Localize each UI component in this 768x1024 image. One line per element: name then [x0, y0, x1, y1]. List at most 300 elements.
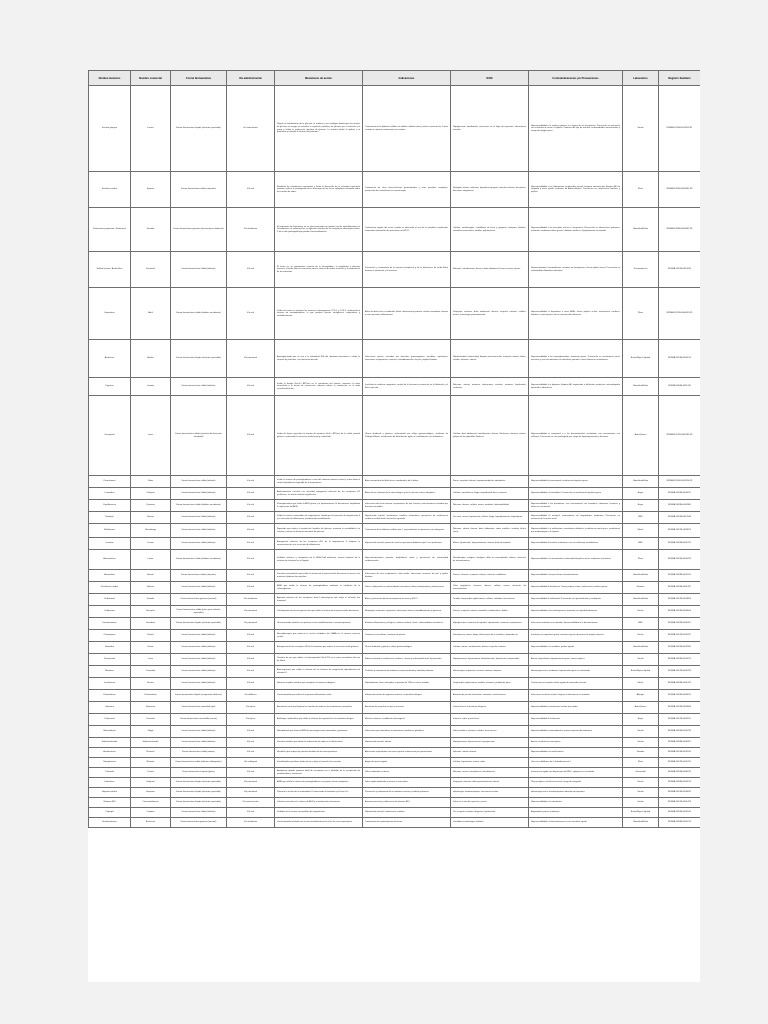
table-row	[89, 378, 701, 396]
cell-indications: Tratamiento regular del asma cuando es adecuado el uso de un producto combinado; tratamiento sintomático de pacientes con EPOC.	[363, 208, 451, 252]
cell-laboratory: Bayer	[623, 500, 659, 512]
cell-generic-name: Enalapril	[89, 512, 131, 524]
cell-mechanism: Inhibidor selectivo y competitivo de la HMG-CoA reductasa, enzima limitante de la síntesis de colesterol en el hígado.	[275, 550, 363, 570]
cell-brand-name: Clarityne	[131, 488, 171, 500]
cell-contraindications: Hipersensibilidad a la beclometasona; crisis asmática aguda.	[529, 818, 623, 828]
cell-generic-name: Insulina glargina	[89, 86, 131, 172]
cell-adverse-reactions: Náuseas, vómito, diarrea.	[451, 748, 529, 758]
cell-sanitary-registry: INVIMA 2018M-0003369	[659, 500, 701, 512]
cell-dosage-form: Forma farmacéutica sólida (cápsulas)	[171, 172, 227, 208]
cell-adverse-reactions: Candidiasis orofaríngea, disfonía.	[451, 818, 529, 828]
cell-sanitary-registry: INVIMA 2018M-0004587-R1	[659, 208, 701, 252]
cell-adverse-reactions: Cefalea, somnolencia, fatiga, sequedad de boca, náuseas.	[451, 488, 529, 500]
cell-brand-name: Cozaar	[131, 538, 171, 550]
cell-mechanism: Antagonista de los receptores H2 de la histamina que reduce la secreción ácida gástrica.	[275, 642, 363, 654]
cell-dosage-form: Forma farmacéutica líquida (solución inyectable)	[171, 798, 227, 808]
cell-contraindications: Hipersensibilidad al ibuprofeno u otros AINE; úlcera péptica activa; insuficiencia cardíaca, hepática o renal graves; tercer trimestre del embarazo.	[529, 288, 623, 340]
cell-dosage-form: Forma farmacéutica sólida (tabletas)	[171, 666, 227, 678]
cell-contraindications: Hemorragia activa; trombocitopenia inducida por heparina.	[529, 788, 623, 798]
cell-route: Vía inhalatoria	[227, 594, 275, 606]
cell-sanitary-registry: INVIMA 2019M-0011452-R1	[659, 86, 701, 172]
cell-dosage-form: Forma farmacéutica sólida (tabletas)	[171, 524, 227, 538]
cell-laboratory: Merck	[623, 678, 659, 690]
cell-sanitary-registry: INVIMA 2016M-0008745	[659, 768, 701, 778]
cell-route: Vía parenteral	[227, 778, 275, 788]
cell-sanitary-registry: INVIMA 2016M-0001782	[659, 582, 701, 594]
cell-mechanism: Inhibe la bomba Na+/K+ ATPasa en la membrana del miocito, aumenta el calcio intracelular y la fuerza de contracción; además reduce la conducción en el nodo auriculoventricular.	[275, 378, 363, 396]
cell-generic-name: Ciprofloxacino	[89, 500, 131, 512]
cell-dosage-form: Forma farmacéutica sólida (cápsulas de liberación retardada)	[171, 396, 227, 476]
cell-brand-name: Dolex	[131, 476, 171, 488]
cell-sanitary-registry: INVIMA 2016M-0002831-R2	[659, 172, 701, 208]
cell-laboratory: Bristol-Myers Squibb	[623, 808, 659, 818]
cell-laboratory: Genfar	[623, 798, 659, 808]
cell-laboratory: Tecnoquímicas	[623, 252, 659, 288]
cell-generic-name: Hidroclorotiazida	[89, 738, 131, 748]
cell-adverse-reactions: Dispepsia, náuseas, dolor abdominal, diarrea, erupción cutánea, cefalea, mareo, hemorragia gastrointestinal.	[451, 288, 529, 340]
cell-dosage-form: Forma farmacéutica sólida (tabletas)	[171, 654, 227, 666]
table-row	[89, 654, 701, 666]
table-row	[89, 396, 701, 476]
cell-adverse-reactions: Náuseas, estreñimiento, diarrea, dolor abdominal, heces oscuras, pirosis.	[451, 252, 529, 288]
cell-generic-name: Fenitoína sódica	[89, 172, 131, 208]
cell-sanitary-registry: INVIMA 2017M-0009874	[659, 524, 701, 538]
cell-adverse-reactions: Náuseas, vómito, anorexia, alteraciones visuales, arritmias, bradicardia, confusión.	[451, 378, 529, 396]
table-row	[89, 86, 701, 172]
cell-indications: Alivio de los síntomas de la rinitis alérgica y de la urticaria crónica idiopática.	[363, 488, 451, 500]
cell-generic-name: Omeprazol	[89, 396, 131, 476]
cell-contraindications: Uso con inhibidores de la fosfodiesterasa 5.	[529, 758, 623, 768]
table-row	[89, 524, 701, 538]
cell-mechanism: Mucolítico que rompe los puentes disulfuro de las mucoproteínas.	[275, 748, 363, 758]
cell-generic-name: Metronidazol	[89, 726, 131, 738]
cell-indications: Hipertensión arterial; protección renal en pacientes diabéticos tipo 2 con proteinuria.	[363, 538, 451, 550]
cell-route: Vía oral	[227, 768, 275, 778]
cell-indications: Prevención y tratamiento de la trombosis venosa y embolia pulmonar.	[363, 788, 451, 798]
cell-route: Vía oral	[227, 252, 275, 288]
cell-adverse-reactions: Nasofaringitis, mialgias, artralgias, dolor en extremidades, diarrea, elevación de transaminasas.	[451, 550, 529, 570]
cell-sanitary-registry: INVIMA 2017M-0002478	[659, 666, 701, 678]
cell-sanitary-registry: INVIMA 2015M-0012548	[659, 512, 701, 524]
cell-route: Vía oral	[227, 378, 275, 396]
table-row	[89, 768, 701, 778]
cell-brand-name: Tramal	[131, 768, 171, 778]
cell-route: Vía inhalatoria	[227, 818, 275, 828]
cell-indications: Alivio del dolor leve a moderado, fiebre, dismenorrea primaria, artritis reumatoide, artrosis y otros procesos inflamatorios.	[363, 288, 451, 340]
table-row	[89, 666, 701, 678]
cell-generic-name: Loratadina	[89, 488, 131, 500]
column-header-generic-name: Nombre Genérico	[89, 71, 131, 86]
cell-generic-name: Furosemida	[89, 654, 131, 666]
cell-contraindications: Hipersensibilidad a la atorvastatina; enfermedad hepática activa; embarazo y lactancia.	[529, 550, 623, 570]
cell-dosage-form: Forma farmacéutica sólida (tabletas)	[171, 642, 227, 654]
cell-mechanism: AINE que inhibe la síntesis de prostaglandinas con potente efecto analgésico.	[275, 778, 363, 788]
cell-laboratory: Sanofi	[623, 654, 659, 666]
table-row	[89, 798, 701, 808]
column-header-indications: Indicaciones	[363, 71, 451, 86]
table-row	[89, 550, 701, 570]
cell-sanitary-registry: INVIMA 2016M-0005478	[659, 726, 701, 738]
cell-route: Vía oral	[227, 748, 275, 758]
cell-contraindications: Hipersensibilidad a la metformina; cetoacidosis diabética; insuficiencia renal grave; condiciones que predispongan a la hipoxia.	[529, 524, 623, 538]
cell-adverse-reactions: Náuseas, vómito, diarrea, dolor abdominal, sabor metálico, acidosis láctica (rara).	[451, 524, 529, 538]
cell-indications: Tratamiento de la diabetes mellitus tipo 2, especialmente en pacientes con sobrepeso.	[363, 524, 451, 538]
cell-sanitary-registry: INVIMA 2018M-0003214	[659, 778, 701, 788]
cell-generic-name: Paracetamol	[89, 476, 131, 488]
cell-indications: Infecciones graves causadas por bacterias gramnegativas sensibles: septicemia, infecciones respiratorias, urinarias, intraabdominales, de piel y tejidos blandos.	[363, 340, 451, 378]
cell-brand-name: Eutirox	[131, 678, 171, 690]
cell-contraindications: Hipersensibilidad a las cefalosporinas; neonatos con hiperbilirrubinemia.	[529, 606, 623, 618]
medication-table	[88, 70, 700, 828]
cell-generic-name: Lidocaína	[89, 702, 131, 714]
table-row	[89, 340, 701, 378]
cell-laboratory: MSD	[623, 512, 659, 524]
cell-brand-name: Cianocobalamina	[131, 798, 171, 808]
cell-brand-name: Amikin	[131, 340, 171, 378]
cell-mechanism: Biguanida que reduce la producción hepática de glucosa, aumenta la sensibilidad a la insulina y retrasa la absorción intestinal de glucosa.	[275, 524, 363, 538]
cell-sanitary-registry: INVIMA 2017M-0005247	[659, 630, 701, 642]
cell-laboratory: Roche	[623, 630, 659, 642]
cell-adverse-reactions: Cefalea, nasofaringitis, candidiasis de boca y garganta, ronquera, disfonía, calambres musculares, temblor, palpitaciones.	[451, 208, 529, 252]
cell-brand-name: Prednisolona	[131, 690, 171, 702]
cell-indications: Prevención y tratamiento de la anemia ferropénica y de la deficiencia de ácido fólico durante el embarazo y la lactancia.	[363, 252, 451, 288]
cell-indications: Profilaxis y tratamiento de trombosis venosa profunda y embolia pulmonar.	[363, 666, 451, 678]
cell-route: Vía parenteral	[227, 340, 275, 378]
cell-contraindications: Hipersensibilidad a las penicilinas o betalactámicos.	[529, 570, 623, 582]
cell-indications: Angina de pecho aguda.	[363, 758, 451, 768]
cell-mechanism: Anticoagulante que inhibe la síntesis de los factores de coagulación dependientes de vitamina K.	[275, 666, 363, 678]
cell-contraindications: Hipersensibilidad a la acetilcisteína.	[529, 748, 623, 758]
cell-sanitary-registry: INVIMA 2016M-0011249	[659, 378, 701, 396]
cell-mechanism: Penicilina semisintética que inhibe la síntesis de la pared celular bacteriana al unirse a las proteínas fijadoras de penicilina.	[275, 570, 363, 582]
cell-brand-name: Dolgenal	[131, 778, 171, 788]
cell-dosage-form: Forma farmacéutica sólida (tabletas)	[171, 512, 227, 524]
cell-contraindications: Hemocromatosis, hemosiderosis, anemias no ferropénicas, úlcera péptica activa. Precaución en enfermedad inflamatoria intestinal.	[529, 252, 623, 288]
cell-generic-name: Captopril	[89, 808, 131, 818]
cell-dosage-form: Forma farmacéutica sólida (tabletas)	[171, 678, 227, 690]
cell-mechanism: Inhibe la enzima convertidora de angiotensina, disminuye la formación de angiotensina II y la secreción de aldosterona, produciendo vasodilatación.	[275, 512, 363, 524]
cell-brand-name: Lantus	[131, 86, 171, 172]
cell-adverse-reactions: Hemorragia, trombocitopenia, reacciones locales.	[451, 788, 529, 798]
cell-route: Vía oral	[227, 570, 275, 582]
cell-mechanism: Inhibe la síntesis de prostaglandinas a nivel del sistema nervioso central y actúa sobre el centro hipotalámico regulador de la temperatura.	[275, 476, 363, 488]
cell-indications: Trastornos convulsivos, trastorno de pánico.	[363, 630, 451, 642]
cell-adverse-reactions: Nistagmo, ataxia, confusión, hiperplasia gingival, erupción cutánea, hirsutismo, discrasias sanguíneas.	[451, 172, 529, 208]
cell-route: Vía parenteral	[227, 618, 275, 630]
cell-indications: Alivio y prevención del broncoespasmo en asma y EPOC.	[363, 594, 451, 606]
cell-contraindications: Hipersensibilidad a nitroimidazoles; primer trimestre del embarazo.	[529, 726, 623, 738]
cell-brand-name: Zantac	[131, 642, 171, 654]
column-header-laboratory: Laboratorio	[623, 71, 659, 86]
cell-generic-name: Atorvastatina	[89, 550, 131, 570]
cell-dosage-form: Forma farmacéutica sólida (cápsulas)	[171, 570, 227, 582]
cell-laboratory: Roche	[623, 778, 659, 788]
cell-dosage-form: Forma farmacéutica líquida (solución inyectable)	[171, 618, 227, 630]
cell-route: Vía oral	[227, 678, 275, 690]
cell-laboratory: Pfizer	[623, 288, 659, 340]
cell-brand-name: Flagyl	[131, 726, 171, 738]
cell-indications: Hipertensión arterial, insuficiencia cardíaca.	[363, 808, 451, 818]
cell-dosage-form: Forma farmacéutica sólida (tabletas)	[171, 582, 227, 594]
cell-mechanism: Antihistamínico tricíclico con actividad antagonista selectiva de los receptores H1 periféricos, sin efecto sedante significativo.	[275, 488, 363, 500]
cell-route: Vía oral	[227, 538, 275, 550]
table-row	[89, 726, 701, 738]
cell-sanitary-registry: INVIMA 2016M-0004521	[659, 488, 701, 500]
cell-laboratory: Pfizer	[623, 172, 659, 208]
cell-generic-name: Diclofenaco sódico	[89, 582, 131, 594]
cell-contraindications: Hipersensibilidad al clotrimazol.	[529, 714, 623, 726]
cell-indications: Insuficiencia cardíaca congestiva; control de la frecuencia ventricular en la fibrilación y el flúter auricular.	[363, 378, 451, 396]
cell-route: Vía oftálmica	[227, 690, 275, 702]
cell-sanitary-registry: INVIMA 2015M-0009632	[659, 788, 701, 798]
cell-dosage-form: Forma farmacéutica sólida (tabletas)	[171, 252, 227, 288]
cell-contraindications: Insuficiencia respiratoria grave; miastenia gravis; glaucoma de ángulo estrecho.	[529, 630, 623, 642]
table-row	[89, 702, 701, 714]
cell-mechanism: AINE que inhibe la síntesis de prostaglandinas mediante la inhibición de la ciclooxigenasa.	[275, 582, 363, 594]
cell-dosage-form: Forma farmacéutica gaseosa (aerosol)	[171, 594, 227, 606]
cell-laboratory: GlaxoSmithKline	[623, 642, 659, 654]
table-row	[89, 208, 701, 252]
cell-generic-name: Warfarina	[89, 666, 131, 678]
cell-adverse-reactions: Cefalea, dolor abdominal, estreñimiento, diarrea, flatulencia, náuseas, vómito, pólipos de las glándulas fúndicas.	[451, 396, 529, 476]
cell-generic-name: Ibuprofeno	[89, 288, 131, 340]
cell-contraindications: Hipersensibilidad al diclofenaco; úlcera péptica activa; insuficiencia cardíaca grave.	[529, 582, 623, 594]
cell-laboratory: GlaxoSmithKline	[623, 594, 659, 606]
table-row	[89, 788, 701, 798]
cell-contraindications: Hipersensibilidad a los aminoglucósidos; miastenia gravis. Precaución en insuficiencia renal, ancianos y uso concomitante con diuréticos potentes u otros fármacos nefrotóxicos.	[529, 340, 623, 378]
column-header-brand-name: Nombre comercial	[131, 71, 171, 86]
cell-indications: Estados inflamatorios y alérgicos, edema cerebral, shock, enfermedades reumáticas.	[363, 618, 451, 630]
cell-mechanism: Inhibe de forma no selectiva las enzimas ciclooxigenasa COX-1 y COX-2, reduciendo la síntesis de prostaglandinas, lo que produce efectos analgésicos, antipiréticos y antiinflamatorios.	[275, 288, 363, 340]
cell-mechanism: Aminoglucósido que se une a la subunidad 30S del ribosoma bacteriano e inhibe la síntesis de proteínas, con efecto bactericida.	[275, 340, 363, 378]
table-header-row	[89, 71, 701, 86]
cell-sanitary-registry: INVIMA 2018M-0005214	[659, 818, 701, 828]
cell-generic-name: Ranitidina	[89, 642, 131, 654]
cell-dosage-form: Forma farmacéutica líquida (solución inyectable)	[171, 778, 227, 788]
cell-laboratory: Merck	[623, 524, 659, 538]
cell-route: Vía inhalatoria	[227, 208, 275, 252]
cell-route: Vía oral	[227, 582, 275, 594]
cell-contraindications: Hipersensibilidad a la cobalamina.	[529, 798, 623, 808]
cell-contraindications: Hipersensibilidad a los principios activos o excipientes. Precaución en tuberculosis pulmonar, trastornos cardiovasculares graves, diabetes mellitus e hipopotasemia no tratada.	[529, 208, 623, 252]
document-page	[88, 70, 700, 982]
column-header-mechanism: Mecanismo de acción	[275, 71, 363, 86]
cell-dosage-form: Forma farmacéutica líquida (solución inyectable)	[171, 86, 227, 172]
cell-indications: Dolor agudo moderado a intenso a corto plazo.	[363, 778, 451, 788]
cell-laboratory: Pfizer	[623, 758, 659, 768]
cell-brand-name: Coumadin	[131, 666, 171, 678]
cell-contraindications: Hipersensibilidad a la ranitidina; porfiria aguda.	[529, 642, 623, 654]
cell-adverse-reactions: Diarrea, erupción cutánea, eosinofilia, trombocitosis, flebitis.	[451, 606, 529, 618]
cell-generic-name: Amikacina	[89, 340, 131, 378]
cell-mechanism: Fluoroquinolona que inhibe la ADN girasa y la topoisomerasa IV bacterianas, impidiendo la replicación del ADN.	[275, 500, 363, 512]
cell-route: Vía oral	[227, 488, 275, 500]
cell-adverse-reactions: Hipopotasemia, hiponatremia, deshidratación, hipotensión, ototoxicidad.	[451, 654, 529, 666]
cell-adverse-reactions: Tos seca, mareo, hipotensión, cefalea, fatiga, hiperpotasemia, angioedema.	[451, 512, 529, 524]
cell-route: Vía oral	[227, 524, 275, 538]
cell-laboratory: GlaxoSmithKline	[623, 208, 659, 252]
cell-contraindications: Hipersensibilidad a las hidantoínas; bradicardia sinusal, bloqueo sinoauricular, bloqueo AV de segundo y tercer grado, síndrome de Adams-Stokes. Precaución en insuficiencia hepática y porfiria.	[529, 172, 623, 208]
cell-laboratory: Bristol-Myers Squibb	[623, 340, 659, 378]
cell-generic-name: Levotiroxina	[89, 678, 131, 690]
cell-adverse-reactions: Dolor en el sitio de inyección, prurito.	[451, 798, 529, 808]
cell-mechanism: Antifúngico imidazólico que inhibe la síntesis de ergosterol en la membrana fúngica.	[275, 714, 363, 726]
cell-contraindications: Hipersensibilidad al losartán; embarazo; uso con aliskireno en diabéticos.	[529, 538, 623, 550]
cell-dosage-form: Forma farmacéutica gaseosa (aerosol para inhalación)	[171, 208, 227, 252]
cell-generic-name: Heparina sódica	[89, 788, 131, 798]
cell-sanitary-registry: INVIMA 2018M-0002154	[659, 570, 701, 582]
cell-brand-name: Fluimucil	[131, 748, 171, 758]
cell-adverse-reactions: Tos, erupción cutánea, disgeusia, hipotensión.	[451, 808, 529, 818]
cell-generic-name: Dexametasona	[89, 618, 131, 630]
table-row	[89, 618, 701, 630]
cell-route: Vía oral	[227, 172, 275, 208]
cell-mechanism: Glucocorticoide sintético con potente acción antiinflamatoria e inmunosupresora.	[275, 618, 363, 630]
cell-mechanism: Cofactor esencial en la síntesis de ADN y la maduración eritrocitaria.	[275, 798, 363, 808]
cell-sanitary-registry: INVIMA 2015M-0002314-R1	[659, 476, 701, 488]
cell-dosage-form: Forma farmacéutica semisólida (gel)	[171, 702, 227, 714]
cell-generic-name: Vitamina B12	[89, 798, 131, 808]
cell-mechanism: Regula el metabolismo de la glucosa; la insulina y sus análogos disminuyen los niveles de glucosa en sangre al estimular la captación periférica de glucosa por el músculo y la grasa e inhibir la producción hepática de glucosa. La insulina inhibe la lipólisis y la proteólisis y estimula la síntesis de proteínas.	[275, 86, 363, 172]
cell-brand-name: Decadron	[131, 618, 171, 630]
cell-generic-name: Acetilcisteína	[89, 748, 131, 758]
cell-sanitary-registry: INVIMA 2015M-0002145	[659, 748, 701, 758]
cell-brand-name: Hidroclorotiazida	[131, 738, 171, 748]
cell-mechanism: El hierro es un componente esencial de la hemoglobina, la mioglobina y diversas enzimas; el ácido fólico es necesario para la síntesis de ácidos nucleicos y la maduración de los eritrocitos.	[275, 252, 363, 288]
cell-laboratory: Grünenthal	[623, 768, 659, 778]
cell-mechanism: Corticosteroide que reduce la respuesta inflamatoria ocular.	[275, 690, 363, 702]
cell-brand-name: Voltaren	[131, 582, 171, 594]
cell-mechanism: Benzodiazepina que potencia la acción inhibidora del GABA en el sistema nervioso central.	[275, 630, 363, 642]
cell-indications: Edema asociado a insuficiencia cardíaca, cirrosis y enfermedad renal; hipertensión.	[363, 654, 451, 666]
cell-indications: Tratamiento de mantenimiento del asma.	[363, 818, 451, 828]
cell-brand-name: Lanoxin	[131, 378, 171, 396]
cell-laboratory: Bayer	[623, 714, 659, 726]
cell-adverse-reactions: Irritación local, reacciones alérgicas.	[451, 702, 529, 714]
cell-dosage-form: Forma farmacéutica líquida (gotas)	[171, 768, 227, 778]
cell-adverse-reactions: Taquicardia, palpitaciones, temblor, insomnio, pérdida de peso.	[451, 678, 529, 690]
cell-route: Vía tópica	[227, 702, 275, 714]
cell-contraindications: Tirotoxicosis no tratada; infarto agudo de miocardio reciente.	[529, 678, 623, 690]
cell-dosage-form: Forma farmacéutica sólida (tabletas recubiertas)	[171, 288, 227, 340]
cell-laboratory: Genfar	[623, 738, 659, 748]
cell-dosage-form: Forma farmacéutica líquida (solución inyectable)	[171, 340, 227, 378]
cell-contraindications: Hipersensibilidad a anestésicos locales tipo amida.	[529, 702, 623, 714]
cell-laboratory: GlaxoSmithKline	[623, 378, 659, 396]
cell-brand-name: Ciproxina	[131, 500, 171, 512]
cell-brand-name: Xylocaína	[131, 702, 171, 714]
cell-generic-name: Clonazepam	[89, 630, 131, 642]
cell-contraindications: Hipersensibilidad a la insulina glargina o a alguno de los excipientes. Precaución en pacientes con insuficiencia renal o hepática, cambios del tipo de insulina, enfermedades intercurrentes y riesgo de hipoglucemia.	[529, 86, 623, 172]
cell-brand-name: Ventolin	[131, 594, 171, 606]
cell-mechanism: Diurético de asa que inhibe el cotransportador Na-K-2Cl en la rama ascendente del asa de Henle.	[275, 654, 363, 666]
cell-dosage-form: Forma farmacéutica sólida (tabletas sublinguales)	[171, 758, 227, 768]
cell-brand-name: Canesten	[131, 714, 171, 726]
cell-contraindications: Intoxicación aguda con depresores del SNC; epilepsia no controlada.	[529, 768, 623, 778]
cell-dosage-form: Forma farmacéutica líquida (suspensión oftálmica)	[171, 690, 227, 702]
cell-adverse-reactions: Nefrotoxicidad, ototoxicidad, bloqueo neuromuscular, erupción cutánea, fiebre, cefalea, náuseas, vómito.	[451, 340, 529, 378]
cell-sanitary-registry: INVIMA 2016M-0004123	[659, 654, 701, 666]
cell-route: Vía oral	[227, 512, 275, 524]
cell-sanitary-registry: INVIMA 2015M-0015634	[659, 252, 701, 288]
cell-laboratory: Novartis	[623, 582, 659, 594]
cell-dosage-form: Forma farmacéutica sólida (sobres)	[171, 748, 227, 758]
cell-dosage-form: Forma farmacéutica sólida (tabletas)	[171, 738, 227, 748]
cell-dosage-form: Forma farmacéutica sólida (tabletas)	[171, 808, 227, 818]
cell-route: Vía oral	[227, 642, 275, 654]
cell-generic-name: Digoxina	[89, 378, 131, 396]
cell-brand-name: Seretide	[131, 208, 171, 252]
cell-indications: Infecciones del tracto urinario, respiratorias, de piel, huesos y articulaciones causadas por bacterias sensibles.	[363, 500, 451, 512]
table-row	[89, 172, 701, 208]
cell-laboratory: MSD	[623, 538, 659, 550]
cell-laboratory: Allergan	[623, 690, 659, 702]
cell-brand-name: Advil	[131, 288, 171, 340]
cell-brand-name: Amoxil	[131, 570, 171, 582]
column-header-route: Vía administración	[227, 71, 275, 86]
cell-indications: Inflamación ocular de segmento anterior, conjuntivitis alérgica.	[363, 690, 451, 702]
table-row	[89, 570, 701, 582]
cell-adverse-reactions: Hipopotasemia, hiperuricemia, hiperglucemia.	[451, 738, 529, 748]
cell-dosage-form: Forma farmacéutica sólida (tabletas)	[171, 538, 227, 550]
cell-indications: Dolor moderado a intenso.	[363, 768, 451, 778]
cell-dosage-form: Forma farmacéutica sólida (polvo para solución inyectable)	[171, 606, 227, 618]
cell-adverse-reactions: Irritación, ardor, prurito local.	[451, 714, 529, 726]
cell-indications: Hipertensión arterial, edema.	[363, 738, 451, 748]
cell-generic-name: Metformina	[89, 524, 131, 538]
cell-laboratory: Roche	[623, 606, 659, 618]
cell-adverse-reactions: Cefalea, mareo, estreñimiento, diarrea, erupción cutánea.	[451, 642, 529, 654]
table-body	[89, 86, 701, 828]
table-row	[89, 778, 701, 788]
table-row	[89, 758, 701, 768]
table-row	[89, 252, 701, 288]
cell-contraindications: Hipersensibilidad al paracetamol; insuficiencia hepática grave.	[529, 476, 623, 488]
column-header-contraindications: Contraindicaciones y/o Precauciones	[529, 71, 623, 86]
cell-sanitary-registry: INVIMA 2017M-0000452-R1	[659, 288, 701, 340]
cell-contraindications: Hemorragia activa; embarazo; hipertensión grave no controlada.	[529, 666, 623, 678]
cell-indications: Afecciones respiratorias con moco espeso; intoxicación por paracetamol.	[363, 748, 451, 758]
cell-brand-name: Beclovent	[131, 818, 171, 828]
cell-dosage-form: Forma farmacéutica sólida (tabletas)	[171, 726, 227, 738]
cell-route: Vía oral	[227, 550, 275, 570]
cell-indications: Micosis cutáneas, candidiasis vulvovaginal.	[363, 714, 451, 726]
cell-mechanism: Antagonista selectivo de los receptores AT1 de la angiotensina II, bloquea la vasoconstricción y la secreción de aldosterona.	[275, 538, 363, 550]
cell-brand-name: Nitrostat	[131, 758, 171, 768]
cell-dosage-form: Forma farmacéutica sólida (tabletas)	[171, 378, 227, 396]
cell-route: Vía oral	[227, 630, 275, 642]
cell-route: Vía oral	[227, 476, 275, 488]
cell-brand-name: Losec	[131, 396, 171, 476]
table-row	[89, 288, 701, 340]
cell-contraindications: Hipersensibilidad a la loratadina. Precaución en insuficiencia hepática grave.	[529, 488, 623, 500]
cell-contraindications: Hipersensibilidad al salbutamol. Precaución en hipertiroidismo y cardiopatía.	[529, 594, 623, 606]
table-row	[89, 500, 701, 512]
cell-laboratory: Bristol-Myers Squibb	[623, 666, 659, 678]
cell-sanitary-registry: INVIMA 2015M-0008954	[659, 606, 701, 618]
cell-route: Vía oral	[227, 288, 275, 340]
cell-adverse-reactions: Somnolencia, ataxia, fatiga, alteraciones de la conducta, dependencia.	[451, 630, 529, 642]
cell-laboratory: AstraZeneca	[623, 702, 659, 714]
cell-adverse-reactions: Náuseas, diarrea, cefalea, mareo, tendinitis, fotosensibilidad.	[451, 500, 529, 512]
table-row	[89, 818, 701, 828]
cell-adverse-reactions: Hemorragias, equimosis, necrosis cutánea, alopecia.	[451, 666, 529, 678]
cell-mechanism: El propionato de fluticasona es un glucocorticoide con potente acción antiinflamatoria en los pulmones; el salmeterol es un agonista selectivo de los receptores adrenérgicos beta-2 de acción prolongada que produce broncodilatación.	[275, 208, 363, 252]
cell-mechanism: Diurético tiazídico que inhibe la reabsorción de sodio en el túbulo distal.	[275, 738, 363, 748]
cell-route: Vía oral	[227, 808, 275, 818]
cell-route: Vía tópica	[227, 714, 275, 726]
table-row	[89, 714, 701, 726]
